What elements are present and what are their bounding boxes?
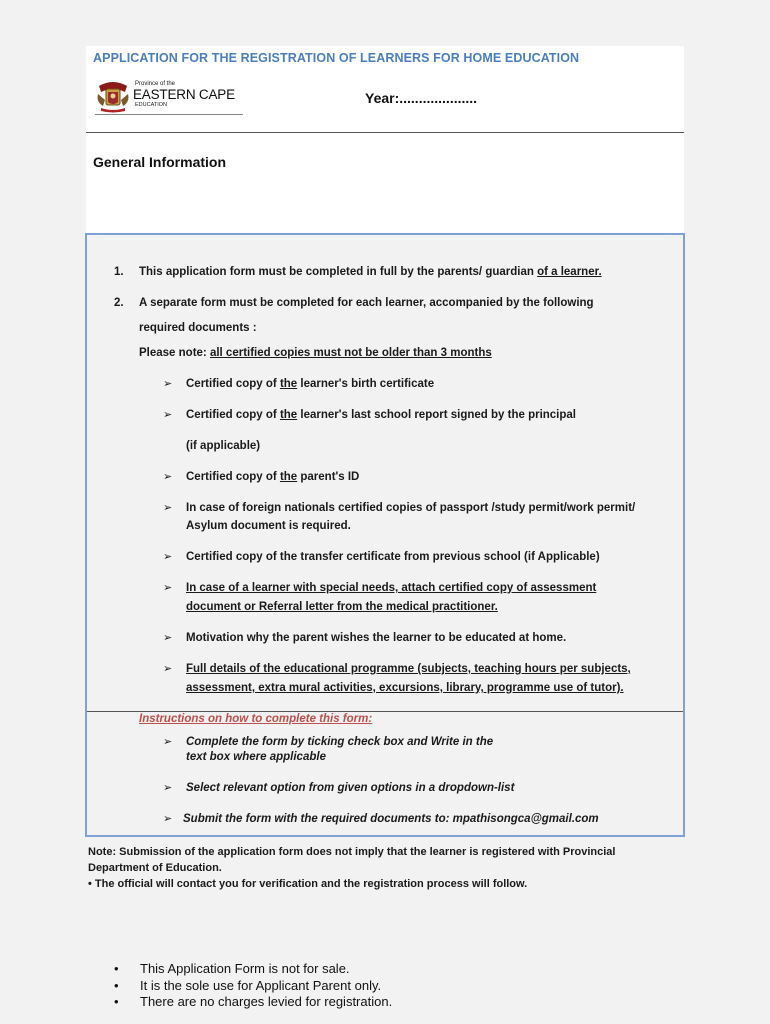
header-divider — [86, 132, 684, 133]
arrow-bullet-icon: ➢ — [163, 471, 173, 483]
logo-name: EASTERN CAPE — [133, 87, 235, 102]
note-line: • The official will contact you for verification and the registration process will follow. — [88, 878, 528, 890]
logo-department: EDUCATION — [135, 102, 167, 108]
instruction-item: Complete the form by ticking check box and Write in the — [186, 736, 494, 748]
arrow-bullet-icon: ➢ — [163, 632, 173, 644]
arrow-bullet-icon: ➢ — [163, 582, 173, 594]
arrow-bullet-icon: ➢ — [163, 813, 173, 825]
document-item: Certified copy of the learner's birth certificate — [186, 378, 435, 390]
document-item: document or Referral letter from the medical practitioner. — [186, 601, 498, 613]
bullet-icon: • — [114, 994, 119, 1009]
instructions-divider — [87, 711, 683, 712]
item-text: This application form must be completed in full by the parents/ guardian of a learner. — [139, 266, 602, 278]
document-item: Asylum document is required. — [186, 520, 351, 532]
item-note: Please note: all certified copies must not be older than 3 months — [139, 347, 492, 359]
list-item-text: It is the sole use for Applicant Parent only. — [140, 977, 382, 993]
document-item: Certified copy of the transfer certificate from previous school (if Applicable) — [186, 551, 600, 563]
document-item: In case of a learner with special needs, attach certified copy of assessment — [186, 582, 597, 594]
arrow-bullet-icon: ➢ — [163, 782, 173, 794]
arrow-bullet-icon: ➢ — [163, 551, 173, 563]
item-text: required documents : — [139, 322, 257, 334]
instruction-item: Submit the form with the required documents to: mpathisongca@gmail.com — [183, 813, 599, 825]
document-item: Certified copy of the parent's ID — [186, 471, 360, 483]
arrow-bullet-icon: ➢ — [163, 736, 173, 748]
document-item: Certified copy of the learner's last school report signed by the principal — [186, 409, 576, 421]
arrow-bullet-icon: ➢ — [163, 378, 173, 390]
instruction-item: text box where applicable — [186, 751, 326, 763]
list-item-text: This Application Form is not for sale. — [140, 961, 350, 976]
note-line: Department of Education. — [88, 862, 222, 874]
arrow-bullet-icon: ➢ — [163, 663, 173, 675]
note-line: Note: Submission of the application form does not imply that the learner is registered with Provincial — [88, 846, 616, 858]
eastern-cape-logo — [95, 78, 243, 116]
form-page — [86, 46, 684, 236]
bullet-icon: • — [114, 961, 119, 976]
instruction-item: Select relevant option from given options in a dropdown-list — [186, 782, 515, 794]
item-number: 1. — [114, 266, 124, 278]
arrow-bullet-icon: ➢ — [163, 502, 173, 514]
instructions-title: Instructions on how to complete this form: — [139, 713, 373, 725]
coat-of-arms-icon — [95, 80, 131, 114]
document-item-extra: (if applicable) — [186, 440, 261, 452]
form-title: APPLICATION FOR THE REGISTRATION OF LEARNERS FOR HOME EDUCATION — [93, 51, 580, 65]
document-item: assessment, extra mural activities, excursions, library, programme use of tutor). — [186, 682, 624, 694]
logo-underline — [95, 114, 243, 115]
document-item: Full details of the educational programme (subjects, teaching hours per subjects, — [186, 663, 631, 675]
item-text: A separate form must be completed for each learner, accompanied by the following — [139, 297, 594, 309]
item-number: 2. — [114, 297, 124, 309]
bullet-icon: • — [114, 977, 119, 993]
section-heading: General Information — [93, 154, 227, 170]
list-item-text: There are no charges levied for registration. — [140, 994, 393, 1009]
document-item: Motivation why the parent wishes the learner to be educated at home. — [186, 632, 567, 644]
arrow-bullet-icon: ➢ — [163, 409, 173, 421]
document-item: In case of foreign nationals certified copies of passport /study permit/work permit/ — [186, 502, 636, 514]
logo-province-text: Province of the — [135, 81, 176, 87]
year-field[interactable]: Year:.................... — [365, 90, 478, 106]
